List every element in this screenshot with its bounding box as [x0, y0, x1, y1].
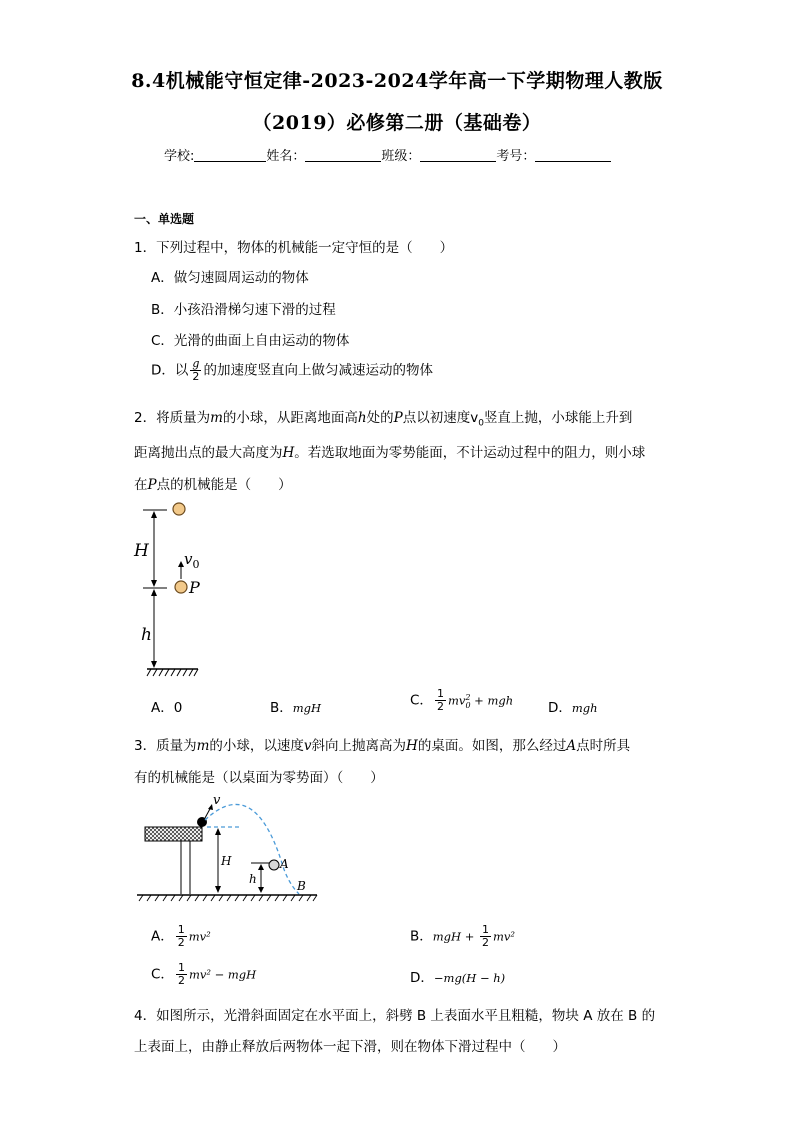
q1-option-d: D．以 $\frac{g}{2}$ 的加速度竖直向上做匀减速运动的物体	[151, 357, 433, 383]
label-v0: $v_0$	[184, 550, 200, 571]
q1-option-a: A．做匀速圆周运动的物体	[151, 270, 309, 286]
q1-option-c: C．光滑的曲面上自由运动的物体	[151, 333, 350, 349]
number-blank[interactable]	[535, 148, 611, 162]
label-H: H	[221, 854, 232, 868]
label-H: H	[134, 541, 149, 561]
name-label: 姓名：	[266, 149, 306, 164]
doc-title-line2: （2019）必修第二册（基础卷）	[252, 112, 542, 134]
q1-stem: 1．下列过程中，物体的机械能一定守恒的是（ ）	[134, 240, 454, 256]
class-blank[interactable]	[420, 148, 496, 162]
ball-P	[175, 581, 187, 593]
g-over-2-fraction: $\frac{g}{2}$	[192, 357, 200, 383]
q2-option-b: B．mgH	[270, 700, 322, 716]
q1-option-b: B．小孩沿滑梯匀速下滑的过程	[151, 302, 336, 318]
school-blank[interactable]	[194, 148, 266, 162]
school-label: 学校:	[164, 149, 195, 164]
q2-option-a: A．0	[151, 700, 183, 716]
q3-stem-line2: 有的机械能是（以桌面为零势面）（ ）	[134, 770, 384, 786]
ball-launch	[197, 817, 207, 827]
q3-option-b: B．mgH + $\frac{1}{2}$ mv²	[410, 923, 516, 949]
q3-figure	[135, 790, 325, 910]
q2-figure	[125, 495, 225, 680]
q3-option-a: A． $\frac{1}{2}$ mv²	[151, 923, 211, 949]
table-top	[145, 827, 202, 841]
q4-stem-line1: 4．如图所示，光滑斜面固定在水平面上，斜劈 B 上表面水平且粗糙，物块 A 放在 B 的	[134, 1008, 656, 1024]
label-A: A	[280, 857, 289, 871]
doc-title-line1: 8.4机械能守恒定律-2023-2024学年高一下学期物理人教版	[131, 70, 663, 92]
label-P: P	[189, 578, 200, 597]
label-h: h	[141, 625, 152, 645]
name-blank[interactable]	[305, 148, 381, 162]
ground-hatch	[147, 669, 198, 676]
q2-option-c: C． $\frac{1}{2}$ $mv^2_0$ + mgh	[410, 687, 514, 713]
q4-stem-line2: 上表面上，由静止释放后两物体一起下滑，则在物体下滑过程中（ ）	[134, 1039, 566, 1055]
ball-A	[269, 860, 279, 870]
label-B: B	[297, 879, 306, 893]
class-label: 班级：	[381, 149, 421, 164]
ground-hatch	[139, 895, 317, 901]
q2-option-d: D．mgh	[548, 700, 598, 716]
student-info-fields	[164, 145, 611, 164]
label-h: h	[249, 872, 257, 886]
label-v: v	[213, 793, 221, 808]
section-title: 一、单选题	[134, 212, 195, 226]
ball-top	[173, 503, 185, 515]
q3-option-d: D．−mg(H − h)	[410, 970, 506, 986]
q2-stem-line3: 在P点的机械能是（ ）	[134, 477, 292, 493]
number-label: 考号：	[496, 149, 536, 164]
q3-stem-line1: 3．质量为m的小球，以速度v斜向上抛离高为H的桌面。如图，那么经过A点时所具	[134, 738, 631, 754]
q2-stem-line1: 2．将质量为m的小球，从距离地面高h处的P点以初速度$v_0$竖直上抛，小球能上升到	[134, 410, 633, 429]
q2-stem-line2: 距离抛出点的最大高度为H。若选取地面为零势能面，不计运动过程中的阻力，则小球	[134, 445, 646, 461]
q3-option-c: C． $\frac{1}{2}$ mv² − mgH	[151, 961, 257, 987]
